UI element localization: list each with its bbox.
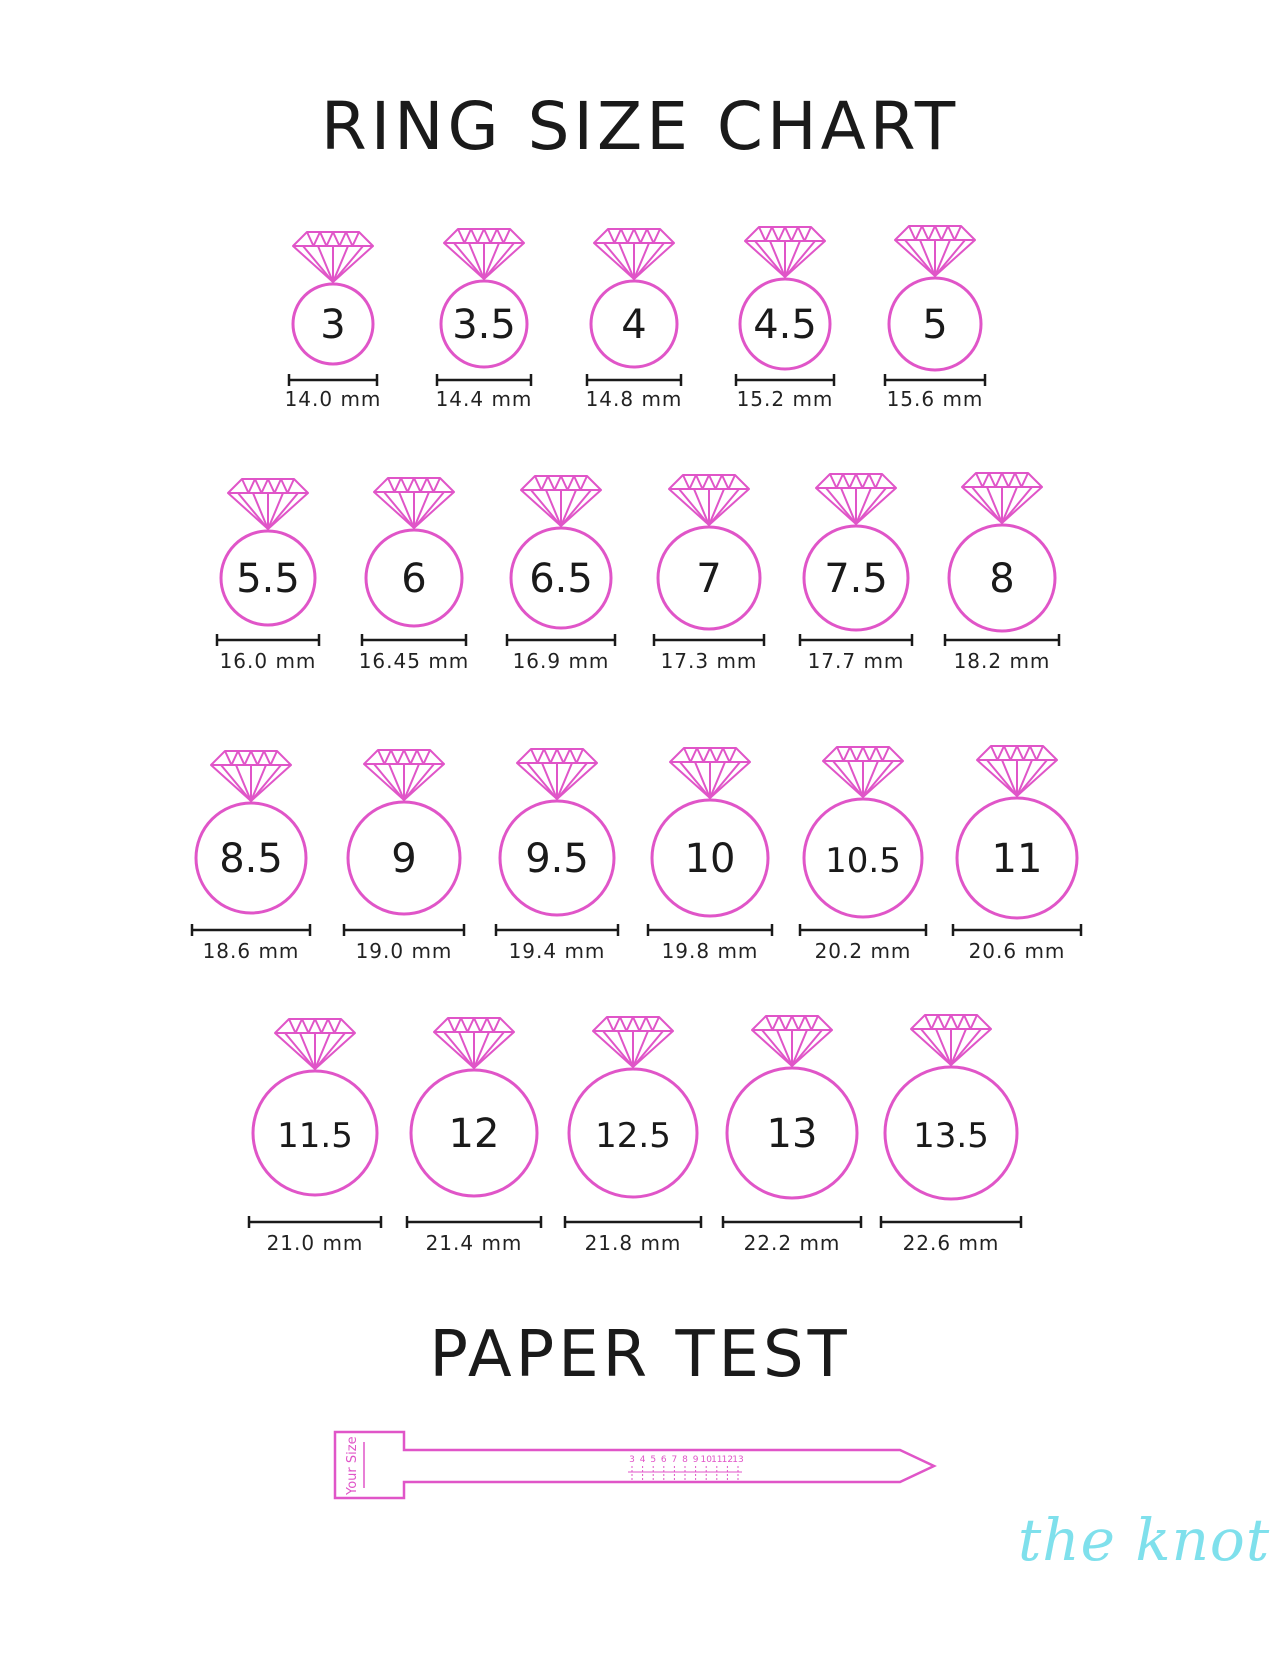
diameter-bar xyxy=(881,1216,1021,1228)
ring-circle xyxy=(253,1071,377,1195)
ring-size-number: 9 xyxy=(391,836,417,882)
ring-size-number: 6.5 xyxy=(529,556,593,602)
ring-size-13-5 xyxy=(881,1015,1021,1255)
scale-number: 8 xyxy=(682,1455,688,1465)
ring-circle xyxy=(221,531,315,625)
ring-circle xyxy=(658,527,760,629)
scale-number: 10 xyxy=(700,1455,712,1465)
diameter-bar xyxy=(723,1216,861,1228)
diamond-icon xyxy=(895,226,975,276)
ring-circle xyxy=(569,1069,697,1197)
diamond-icon xyxy=(594,229,674,279)
diameter-bar xyxy=(249,1216,381,1228)
diameter-label: 17.3 mm xyxy=(660,649,758,673)
ring-circle xyxy=(804,799,922,917)
ring-size-8-5 xyxy=(192,751,310,963)
ring-size-4 xyxy=(586,229,683,411)
diameter-bar xyxy=(362,634,466,646)
diameter-bar xyxy=(945,634,1059,646)
ring-circle xyxy=(949,525,1055,631)
ring-size-number: 8.5 xyxy=(219,836,283,882)
diameter-label: 22.6 mm xyxy=(902,1231,1000,1255)
diamond-icon xyxy=(434,1018,514,1068)
diameter-bar xyxy=(736,374,834,386)
diameter-bar xyxy=(648,924,772,936)
diamond-icon xyxy=(752,1016,832,1066)
diameter-label: 16.45 mm xyxy=(358,649,470,673)
diameter-bar xyxy=(507,634,615,646)
diameter-bar xyxy=(496,924,618,936)
ring-size-number: 3.5 xyxy=(452,302,516,348)
ring-circle xyxy=(740,279,830,369)
your-size-label: Your Size xyxy=(345,1436,360,1495)
ring-size-number: 6 xyxy=(401,556,427,602)
ring-size-9-5 xyxy=(496,749,618,963)
diameter-label: 15.6 mm xyxy=(886,387,984,411)
ring-circle xyxy=(885,1067,1017,1199)
diamond-icon xyxy=(364,750,444,800)
ring-circle xyxy=(804,526,908,630)
diameter-bar xyxy=(800,634,912,646)
ring-size-10 xyxy=(648,748,772,963)
diameter-label: 17.7 mm xyxy=(807,649,905,673)
scale-number: 13 xyxy=(732,1455,744,1465)
diameter-bar xyxy=(587,374,681,386)
ring-circle xyxy=(366,530,462,626)
scale-number: 11 xyxy=(711,1455,723,1465)
ring-size-7-5 xyxy=(800,474,912,673)
scale-number: 3 xyxy=(629,1455,635,1465)
ring-size-number: 4.5 xyxy=(753,302,817,348)
diameter-label: 16.9 mm xyxy=(512,649,610,673)
diamond-icon xyxy=(521,476,601,526)
ring-size-number: 7.5 xyxy=(824,556,888,602)
diamond-icon xyxy=(374,478,454,528)
diameter-bar xyxy=(437,374,531,386)
ring-circle xyxy=(441,281,527,367)
ring-circle xyxy=(591,281,677,367)
diameter-label: 15.2 mm xyxy=(736,387,834,411)
diameter-label: 20.6 mm xyxy=(968,939,1066,963)
diameter-label: 19.4 mm xyxy=(508,939,606,963)
scale-number: 9 xyxy=(692,1455,699,1465)
ring-size-5-5 xyxy=(217,479,319,673)
ring-circle xyxy=(652,800,768,916)
diameter-label: 14.4 mm xyxy=(435,387,533,411)
diamond-icon xyxy=(211,751,291,801)
ring-size-11-5 xyxy=(249,1019,381,1255)
strip-outline xyxy=(335,1432,934,1498)
diameter-label: 14.8 mm xyxy=(585,387,683,411)
paper-test-title: PAPER TEST xyxy=(429,1318,851,1392)
diamond-icon xyxy=(745,227,825,277)
scale-number: 4 xyxy=(639,1455,646,1465)
ring-size-4-5 xyxy=(736,227,834,411)
ring-size-number: 12.5 xyxy=(595,1116,671,1156)
diamond-icon xyxy=(444,229,524,279)
ring-size-8 xyxy=(945,473,1059,673)
ring-size-11 xyxy=(953,746,1081,963)
the-knot-logo: the knot xyxy=(1018,1506,1271,1574)
diamond-icon xyxy=(275,1019,355,1069)
diamond-icon xyxy=(977,746,1057,796)
diameter-bar xyxy=(407,1216,541,1228)
ring-size-3-5 xyxy=(436,229,533,411)
scale-number: 6 xyxy=(660,1455,667,1465)
ring-size-7 xyxy=(654,475,764,673)
ring-circle xyxy=(957,798,1077,918)
ring-size-6-5 xyxy=(507,476,615,673)
scale-number: 5 xyxy=(650,1455,657,1465)
diameter-bar xyxy=(289,374,377,386)
ring-size-number: 7 xyxy=(696,556,722,602)
ring-size-number: 13.5 xyxy=(913,1116,989,1156)
diamond-icon xyxy=(228,479,308,529)
diameter-bar xyxy=(217,634,319,646)
diamond-icon xyxy=(293,232,373,282)
scale-number: 12 xyxy=(721,1455,734,1465)
diameter-label: 22.2 mm xyxy=(743,1231,841,1255)
diamond-icon xyxy=(962,473,1042,523)
diameter-bar xyxy=(192,924,310,936)
diameter-bar xyxy=(885,374,985,386)
diameter-label: 20.2 mm xyxy=(814,939,912,963)
diamond-icon xyxy=(823,747,903,797)
diamond-icon xyxy=(911,1015,991,1065)
diameter-label: 19.0 mm xyxy=(355,939,453,963)
ring-size-number: 5 xyxy=(922,302,948,348)
ring-circle xyxy=(889,278,981,370)
ring-size-number: 8 xyxy=(989,556,1015,602)
ring-circle xyxy=(348,802,460,914)
ring-size-number: 5.5 xyxy=(236,556,300,602)
diamond-icon xyxy=(593,1017,673,1067)
diameter-label: 21.8 mm xyxy=(584,1231,682,1255)
ring-size-number: 10 xyxy=(684,836,736,882)
ring-circle xyxy=(411,1070,537,1196)
scale-number: 7 xyxy=(671,1455,678,1465)
ring-circle xyxy=(293,284,373,364)
ring-circle xyxy=(500,801,614,915)
ring-size-number: 4 xyxy=(621,302,647,348)
ring-size-12 xyxy=(407,1018,541,1255)
diameter-label: 18.2 mm xyxy=(953,649,1051,673)
ring-size-number: 13 xyxy=(766,1111,818,1157)
diameter-bar xyxy=(565,1216,701,1228)
ring-circle xyxy=(196,803,306,913)
ring-size-number: 12 xyxy=(448,1111,500,1157)
ring-size-9 xyxy=(344,750,464,963)
diameter-label: 19.8 mm xyxy=(661,939,759,963)
ring-size-10-5 xyxy=(800,747,926,963)
ring-circle xyxy=(511,528,611,628)
ring-size-number: 9.5 xyxy=(525,836,589,882)
ring-size-3 xyxy=(285,232,382,411)
diamond-icon xyxy=(517,749,597,799)
diameter-bar xyxy=(800,924,926,936)
diameter-bar xyxy=(344,924,464,936)
ring-size-number: 11 xyxy=(991,836,1043,882)
ring-circle xyxy=(727,1068,857,1198)
diameter-label: 14.0 mm xyxy=(284,387,382,411)
ring-size-12-5 xyxy=(565,1017,701,1255)
ring-size-5 xyxy=(885,226,985,411)
diamond-icon xyxy=(669,475,749,525)
diameter-label: 16.0 mm xyxy=(219,649,317,673)
diamond-icon xyxy=(670,748,750,798)
diameter-label: 18.6 mm xyxy=(202,939,300,963)
diamond-icon xyxy=(816,474,896,524)
diameter-label: 21.4 mm xyxy=(425,1231,523,1255)
page-title: RING SIZE CHART xyxy=(320,88,960,165)
ring-size-number: 3 xyxy=(320,302,346,348)
diameter-bar xyxy=(654,634,764,646)
ring-size-number: 10.5 xyxy=(825,841,901,881)
ring-size-13 xyxy=(723,1016,861,1255)
ring-size-6 xyxy=(359,478,470,673)
diameter-label: 21.0 mm xyxy=(266,1231,364,1255)
diameter-bar xyxy=(953,924,1081,936)
ring-size-number: 11.5 xyxy=(277,1116,353,1156)
